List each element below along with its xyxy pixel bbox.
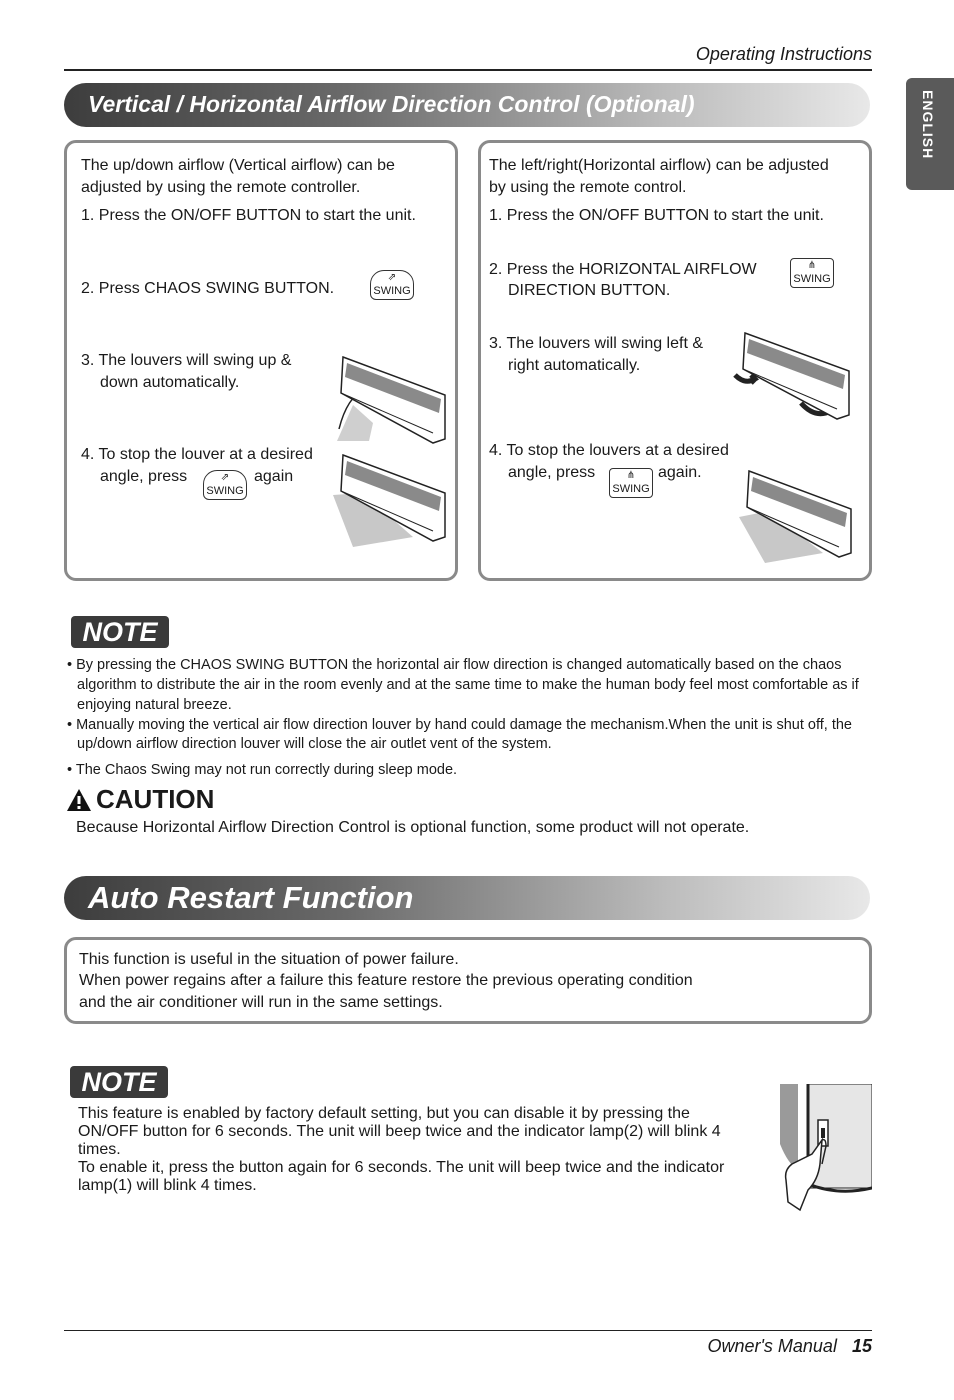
section-title-airflow: Vertical / Horizontal Airflow Direction Control (Optional) [88, 91, 695, 117]
caution-title: CAUTION [96, 784, 215, 814]
language-tab [906, 78, 954, 190]
horizontal-step-2-line-1: 2. Press the HORIZONTAL AIRFLOW [489, 261, 757, 278]
horizontal-intro-line-1: The left/right(Horizontal airflow) can be adjusted [489, 157, 829, 174]
vertical-step-4-text: angle, press [100, 468, 188, 485]
vertical-step-3-line-2: down automatically. [100, 374, 240, 391]
ac-unit-stopped-horizontal-illustration [739, 469, 859, 565]
warning-triangle-icon [66, 788, 92, 812]
auto-restart-line-1: This function is useful in the situation of power failure. [79, 951, 459, 968]
footer-rule [64, 1330, 872, 1331]
note1-line: • By pressing the CHAOS SWING BUTTON the horizontal air flow direction is changed automatically based on the chaos [67, 657, 842, 673]
note2-line: lamp(1) will blink 4 times. [78, 1177, 257, 1194]
header-section-label: Operating Instructions [695, 44, 872, 64]
note-badge-label: NOTE [81, 1067, 157, 1097]
chaos-swing-button-icon-inline: ⇗ SWING [203, 470, 247, 500]
horizontal-step-1: 1. Press the ON/OFF BUTTON to start the unit. [489, 207, 824, 224]
swing-label: SWING [793, 273, 831, 285]
vertical-step-4-again: again [254, 468, 294, 485]
horizontal-step-3-line-2: right automatically. [508, 357, 641, 374]
vertical-airflow-box [64, 140, 458, 581]
section-title-auto-restart: Auto Restart Function [88, 880, 414, 915]
page-number: 15 [851, 1336, 872, 1356]
horizontal-intro-line-2: by using the remote control. [489, 179, 687, 196]
auto-restart-box [64, 937, 872, 1024]
note2-line: To enable it, press the button again for 6 seconds. The unit will beep twice and the indicator [78, 1159, 725, 1176]
chaos-swing-button-icon: ⇗ SWING [370, 270, 414, 300]
note1-line: up/down airflow direction louver will close the air outlet vent of the system. [77, 736, 552, 752]
swing-label: SWING [373, 285, 411, 297]
vertical-step-1: 1. Press the ON/OFF BUTTON to start the unit. [81, 207, 416, 224]
horizontal-step-2-line-2: DIRECTION BUTTON. [508, 282, 671, 299]
note1-line: • Manually moving the vertical air flow direction louver by hand could damage the mechanism.When the unit is shut off, the [67, 717, 852, 733]
header-rule [64, 69, 872, 71]
horizontal-step-4-again: again. [658, 464, 702, 481]
note1-line: • The Chaos Swing may not run correctly during sleep mode. [67, 762, 458, 778]
note-badge-label: NOTE [82, 617, 158, 647]
section-banner-auto-restart [64, 876, 870, 920]
note2-line: ON/OFF button for 6 seconds. The unit will beep twice and the indicator lamp(2) will blink 4 [78, 1123, 721, 1140]
horizontal-step-4-line-1: 4. To stop the louvers at a desired [489, 442, 729, 459]
horizontal-airflow-box [478, 140, 872, 581]
ac-unit-stopped-vertical-illustration [333, 453, 453, 549]
ac-unit-swing-horizontal-illustration [731, 331, 861, 427]
horizontal-step-3-line-1: 3. The louvers will swing left & [489, 335, 704, 352]
vertical-intro-line-2: adjusted by using the remote controller. [81, 179, 361, 196]
auto-restart-line-3: and the air conditioner will run in the same settings. [79, 994, 443, 1011]
caution-text: Because Horizontal Airflow Direction Control is optional function, some product will not operate. [76, 819, 750, 836]
horizontal-step-4-text: angle, press [508, 464, 596, 481]
horizontal-swing-button-icon-inline: ⋔ SWING [609, 468, 653, 498]
horizontal-swing-button-icon: ⋔ SWING [790, 258, 834, 288]
note1-line: algorithm to distribute the air in the room evenly and at the same time to make the human body feel most comfortable as if [77, 677, 859, 693]
ac-unit-swing-vertical-illustration [333, 353, 453, 445]
note2-line: times. [78, 1141, 121, 1158]
vertical-step-2: 2. Press CHAOS SWING BUTTON. [81, 280, 335, 297]
note1-line: enjoying natural breeze. [77, 697, 232, 713]
footer [707, 1336, 872, 1357]
language-tab-label: ENGLISH [920, 90, 936, 160]
hand-pressing-button-illustration [778, 1084, 872, 1216]
vertical-step-3-line-1: 3. The louvers will swing up & [81, 352, 292, 369]
note-badge [71, 616, 169, 648]
vertical-step-4-line-1: 4. To stop the louver at a desired [81, 446, 313, 463]
auto-restart-line-2: When power regains after a failure this feature restore the previous operating condition [79, 972, 693, 989]
note2-line: This feature is enabled by factory default setting, but you can disable it by pressing the [78, 1105, 690, 1122]
note-badge [70, 1066, 168, 1098]
swing-label: SWING [612, 483, 650, 495]
vertical-intro-line-1: The up/down airflow (Vertical airflow) can be [81, 157, 395, 174]
section-banner-airflow [64, 83, 870, 127]
footer-manual-title: Owner's Manual [707, 1336, 837, 1356]
swing-label: SWING [206, 485, 244, 497]
